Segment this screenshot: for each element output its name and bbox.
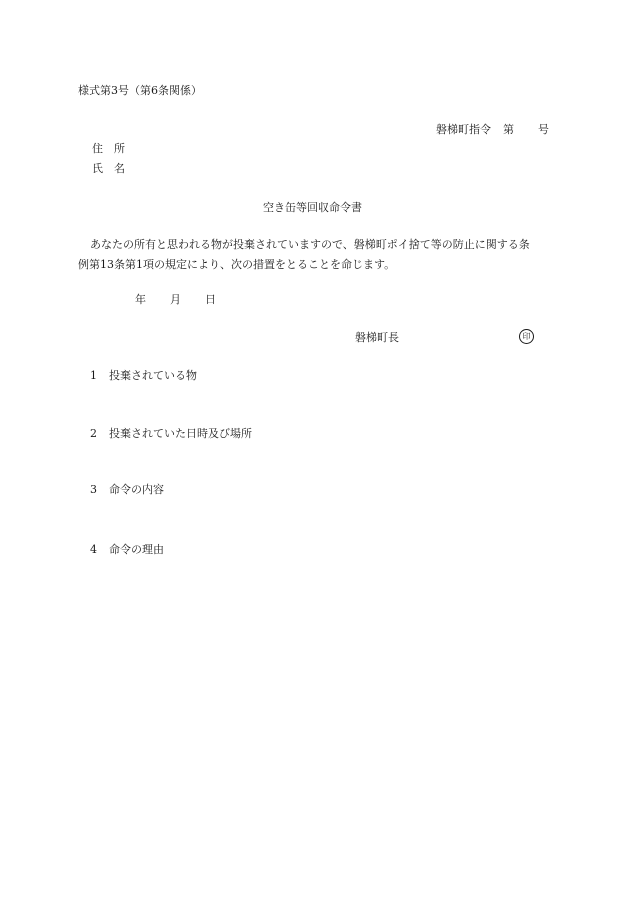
item-label: 命令の内容 [109, 483, 164, 496]
date-line [135, 293, 216, 307]
item-number: 2 [90, 427, 97, 440]
name-label-first: 氏 [92, 162, 103, 175]
reference-prefix: 磐梯町指令 [436, 123, 491, 136]
reference-dai: 第 [503, 123, 514, 136]
document-title: 空き缶等回収命令書 [263, 201, 362, 214]
issuer-name: 磐梯町長 [355, 331, 399, 344]
item-4 [90, 543, 164, 557]
reference-go: 号 [538, 123, 549, 136]
item-number: 3 [90, 483, 97, 496]
seal-mark-icon: 印 [519, 329, 534, 344]
name-label-second: 名 [114, 162, 125, 175]
date-month: 月 [170, 293, 181, 306]
item-label: 投棄されていた日時及び場所 [109, 427, 252, 440]
item-number: 1 [90, 369, 97, 382]
item-label: 投棄されている物 [109, 369, 197, 382]
body-text-line-2: 例第13条第1項の規定により、次の措置をとることを命じます。 [78, 258, 396, 271]
date-day: 日 [205, 293, 216, 306]
date-year: 年 [135, 293, 146, 306]
item-1 [90, 369, 197, 383]
form-label: 様式第3号（第6条関係） [78, 84, 202, 97]
item-number: 4 [90, 543, 97, 556]
address-label-second: 所 [114, 142, 125, 155]
body-text-line-1: あなたの所有と思われる物が投棄されていますので、磐梯町ポイ捨て等の防止に関する条 [90, 238, 530, 251]
item-2 [90, 427, 252, 441]
address-label [92, 142, 125, 156]
item-3 [90, 483, 164, 497]
item-label: 命令の理由 [109, 543, 164, 556]
reference-number [436, 123, 549, 137]
address-label-first: 住 [92, 142, 103, 155]
name-label [92, 162, 125, 176]
